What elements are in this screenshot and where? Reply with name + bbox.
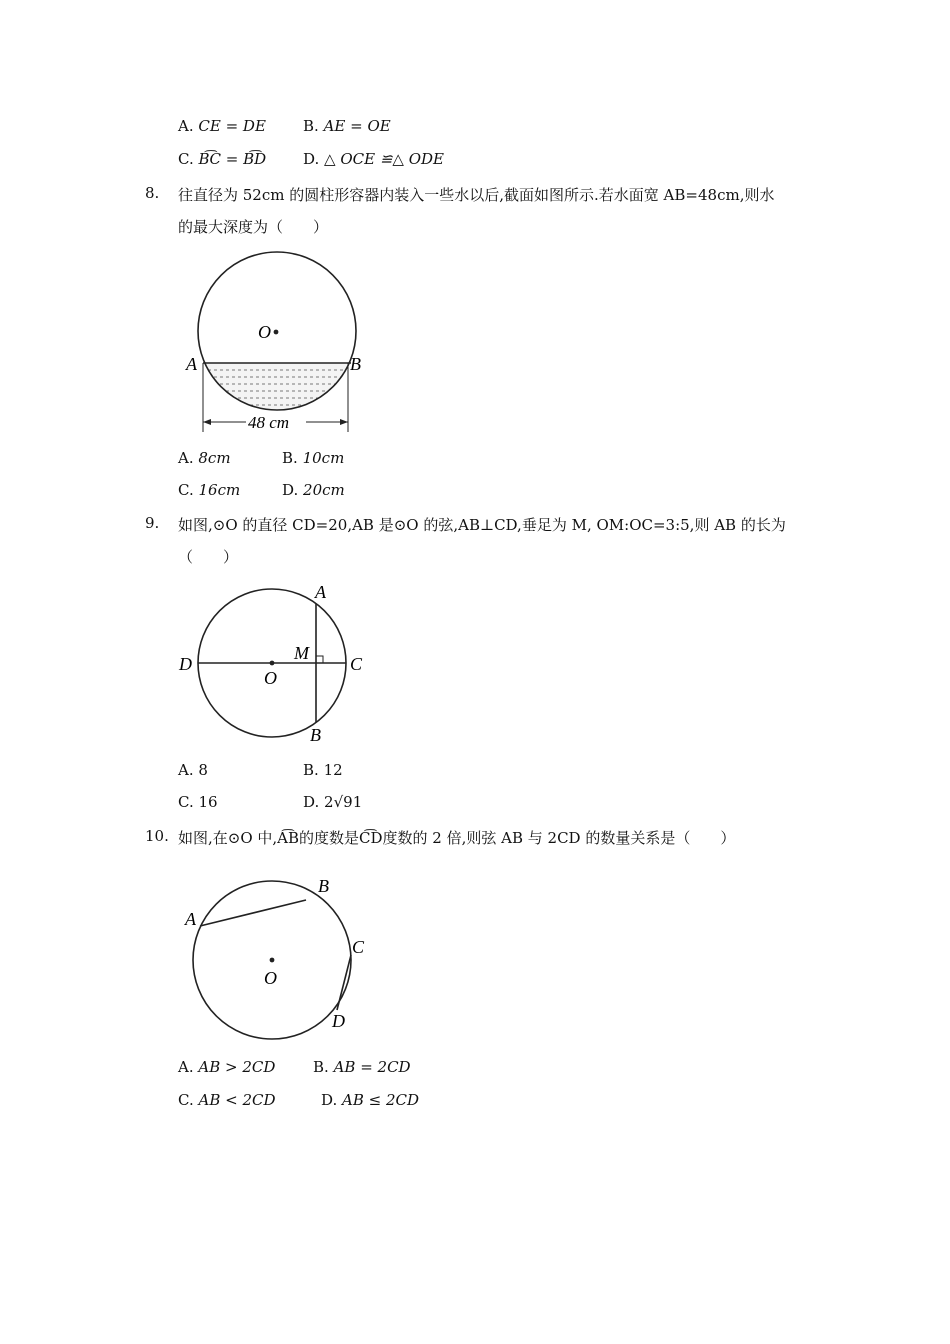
q7-option-a-text: CE = DE bbox=[198, 117, 266, 135]
q10-label-a: A bbox=[185, 909, 196, 929]
q8-option-c[interactable] bbox=[178, 481, 240, 499]
q8-text-line2: 的最大深度为（ ） bbox=[178, 218, 329, 236]
q9-option-d-text: 2√91 bbox=[324, 793, 363, 811]
q7-option-a-label: A. bbox=[178, 117, 194, 135]
q10-text-line1: 如图,在⊙O 中,A͡B的度数是C͡D度数的 2 倍,则弦 AB 与 2CD 的数量关系是（ ） bbox=[178, 829, 736, 847]
q9-option-b-label: B. bbox=[303, 761, 319, 779]
q9-option-b-text: 12 bbox=[323, 761, 343, 779]
q9-option-a-text: 8 bbox=[198, 761, 208, 779]
q7-option-c[interactable] bbox=[178, 150, 266, 168]
q7-option-c-label: C. bbox=[178, 150, 194, 168]
q10-option-b-text: AB = 2CD bbox=[333, 1058, 411, 1076]
q10-option-a[interactable] bbox=[178, 1058, 275, 1076]
q10-option-d[interactable] bbox=[321, 1091, 419, 1109]
q7-option-b-label: B. bbox=[303, 117, 319, 135]
q10-option-c-label: C. bbox=[178, 1091, 194, 1109]
q9-center-dot bbox=[270, 661, 275, 666]
q10-option-b[interactable] bbox=[313, 1058, 411, 1076]
q10-label-b: B bbox=[318, 876, 329, 896]
q9-label-c: C bbox=[350, 654, 363, 674]
q8-label-b: B bbox=[350, 354, 361, 374]
q7-option-a[interactable] bbox=[178, 117, 266, 135]
q9-label-a: A bbox=[315, 582, 326, 602]
q8-option-b-text: 10cm bbox=[302, 449, 345, 467]
q9-label-m: M bbox=[294, 643, 309, 663]
q9-option-d-label: D. bbox=[303, 793, 320, 811]
q8-label-o: O bbox=[258, 322, 271, 342]
q7-option-b-text: AE = OE bbox=[323, 117, 391, 135]
q9-option-a[interactable] bbox=[178, 761, 208, 779]
q9-option-c-label: C. bbox=[178, 793, 194, 811]
q9-label-d: D bbox=[179, 654, 192, 674]
q10-label-o: O bbox=[264, 968, 277, 988]
q10-option-d-text: AB ≤ 2CD bbox=[342, 1091, 420, 1109]
q10-option-a-label: A. bbox=[178, 1058, 194, 1076]
q10-center-dot bbox=[270, 958, 275, 963]
q10-label-d: D bbox=[332, 1011, 345, 1031]
q9-figure bbox=[176, 580, 376, 748]
q7-option-d-text: △ OCE ≌△ ODE bbox=[324, 150, 444, 168]
q8-option-c-text: 16cm bbox=[198, 481, 241, 499]
q8-option-c-label: C. bbox=[178, 481, 194, 499]
q9-option-b[interactable] bbox=[303, 761, 343, 779]
q8-option-b-label: B. bbox=[282, 449, 298, 467]
q8-number: 8. bbox=[145, 184, 160, 202]
q8-text-line1: 往直径为 52cm 的圆柱形容器内装入一些水以后,截面如图所示.若水面宽 AB=48cm,则水 bbox=[178, 186, 775, 204]
q8-option-a-label: A. bbox=[178, 449, 194, 467]
q8-option-a[interactable] bbox=[178, 449, 231, 467]
q9-label-b: B bbox=[310, 725, 321, 745]
q7-option-d-label: D. bbox=[303, 150, 320, 168]
q8-option-b[interactable] bbox=[282, 449, 344, 467]
q8-option-d[interactable] bbox=[282, 481, 345, 499]
q10-number: 10. bbox=[145, 827, 169, 845]
q7-option-c-text: B͡C = B͡D bbox=[198, 150, 267, 168]
q10-figure bbox=[180, 872, 380, 1048]
q9-option-c[interactable] bbox=[178, 793, 218, 811]
q10-chord-cd bbox=[337, 955, 351, 1010]
q9-option-d[interactable] bbox=[303, 793, 362, 811]
q8-option-d-text: 20cm bbox=[303, 481, 345, 499]
q7-option-d[interactable] bbox=[303, 150, 444, 168]
q10-option-c[interactable] bbox=[178, 1091, 276, 1109]
q10-option-c-text: AB < 2CD bbox=[198, 1091, 276, 1109]
q9-option-c-text: 16 bbox=[198, 793, 218, 811]
q10-option-b-label: B. bbox=[313, 1058, 329, 1076]
q8-label-a: A bbox=[186, 354, 197, 374]
q8-center-dot bbox=[274, 330, 279, 335]
q9-text-line1: 如图,⊙O 的直径 CD=20,AB 是⊙O 的弦,AB⊥CD,垂足为 M, OM:OC=3:5,则 AB 的长为 bbox=[178, 516, 786, 534]
q8-option-d-label: D. bbox=[282, 481, 299, 499]
q9-label-o: O bbox=[264, 668, 277, 688]
q7-option-b[interactable] bbox=[303, 117, 391, 135]
q8-figure bbox=[180, 248, 380, 438]
q10-option-d-label: D. bbox=[321, 1091, 338, 1109]
q10-label-c: C bbox=[352, 937, 365, 957]
q8-option-a-text: 8cm bbox=[198, 449, 231, 467]
q9-option-a-label: A. bbox=[178, 761, 194, 779]
q9-number: 9. bbox=[145, 514, 160, 532]
q8-dimension-label: 48 cm bbox=[248, 413, 290, 432]
q9-text-line2: （ ） bbox=[178, 548, 239, 566]
q10-option-a-text: AB > 2CD bbox=[198, 1058, 276, 1076]
